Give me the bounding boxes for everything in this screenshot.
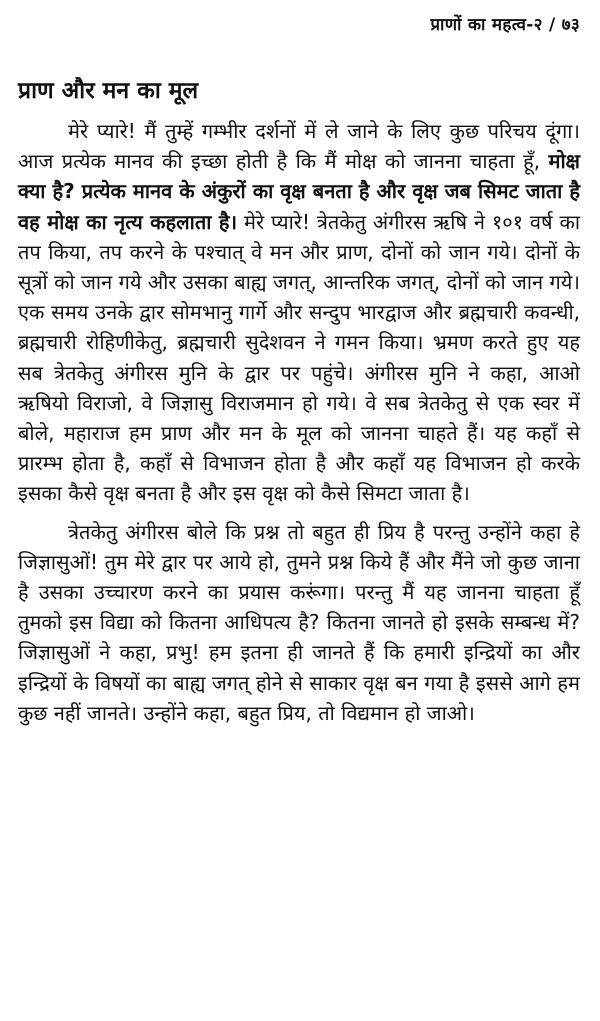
body-text <box>18 116 580 728</box>
paragraph-1 <box>18 116 580 509</box>
paragraph-2-part-1: त्रेतकेतु अंगीरस बोले कि प्रश्न तो बहुत ही प्रिय है परन्तु उन्होंने कहा हे जिज्ञासुओं! तुम मेरे द्वार पर आये हो, तुमने प्रश्न किये हैं और मैंने जो कुछ जाना है उसका उच्चारण करने का प्रयास करूंगा। परन्तु मैं यह जानना चाहता हूँ तुमको इस विद्या को कितना आधिपत्य है? कितना जानते हो इसके सम्बन्ध में? जिज्ञासुओं ने कहा, प्रभु! हम इतना ही जानते हैं कि हमारी इन्द्रियों का और इन्द्रियों के विषयों का बाह्य जगत् होने से साकार वृक्ष बन गया है इससे आगे हम कुछ नहीं जानते। उन्होंने कहा, बहुत प्रिय, तो विद्यमान हो जाओ। <box>18 519 580 725</box>
paragraph-1-part-1: मेरे प्यारे! मैं तुम्हें गम्भीर दर्शनों में ले जाने के लिए कुछ परिचय दूंगा। आज प्रत्येक मानव की इच्छा होती है कि मैं मोक्ष को जानना चाहता हूँ, <box>18 119 580 174</box>
paragraph-2 <box>18 517 580 728</box>
paragraph-1-part-3: मेरे प्यारे! त्रेतकेतु अंगीरस ऋषि ने १०१ वर्ष का तप किया, तप करने के पश्चात् वे मन और प्राण, दोनों को जान गये। दोनों के सूत्रों को जान गये और उसका बाह्य जगत्, आन्तरिक जगत्, दोनों को जान गये। एक समय उनके द्वार सोमभानु गार्गे और सन्दुप भारद्वाज और ब्रह्मचारी कवन्धी, ब्रह्मचारी रोहिणीकेतु, ब्रह्मचारी सुदेशवन ने गमन किया। भ्रमण करते हुए यह सब त्रेतकेतु अंगीरस मुनि के द्वार पर पहुंचे। अंगीरस मुनि ने कहा, आओ ऋषियो विराजो, वे जिज्ञासु विराजमान हो गये। वे सब त्रेतकेतु से एक स्वर में बोले, महाराज हम प्राण और मन के मूल को जानना चाहते हैं। यह कहाँ से प्रारम्भ होता है, कहाँ से विभाजन होता है और कहाँ यह विभाजन हो करके इसका कैसे वृक्ष बनता है और इस वृक्ष को कैसे सिमटा जाता है। <box>18 209 580 506</box>
paragraph-1-bold-passage: मोक्ष क्या है? प्रत्येक मानव के अंकुरों का वृक्ष बनता है और वृक्ष जब सिमट जाता है वह मोक्ष का नृत्य कहलाता है। <box>18 149 580 234</box>
running-header: प्राणों का महत्व-२ / ७३ <box>430 15 580 35</box>
section-heading: प्राण और मन का मूल <box>18 78 199 104</box>
